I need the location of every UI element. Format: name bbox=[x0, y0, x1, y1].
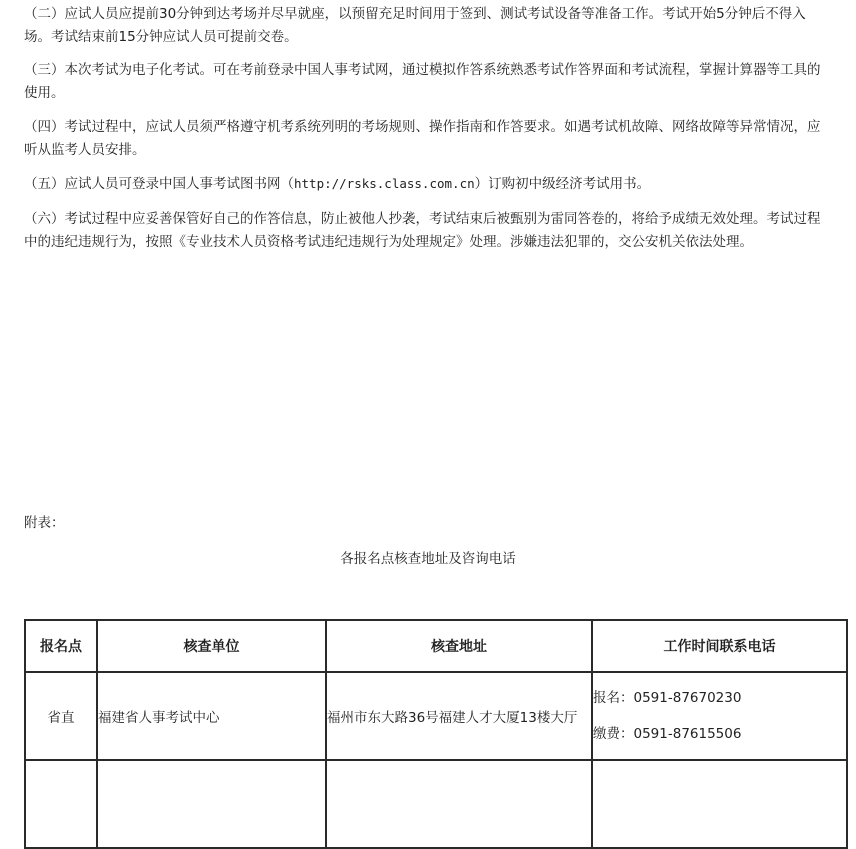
header-unit: 核查单位 bbox=[97, 620, 326, 672]
cell-next-site bbox=[25, 760, 97, 848]
cell-next-unit bbox=[97, 760, 326, 848]
header-address: 核查地址 bbox=[326, 620, 592, 672]
paragraph-arrival-rules: （二）应试人员应提前30分钟到达考场并尽早就座，以预留充足时间用于签到、测试考试设备等准备工作。考试开始5分钟后不得入场。考试结束前15分钟应试人员可提前交卷。 bbox=[24, 6, 806, 45]
table-row-next bbox=[25, 760, 847, 848]
table-header-row bbox=[25, 620, 847, 672]
cell-phone bbox=[592, 672, 847, 760]
table-row bbox=[25, 672, 847, 760]
cell-next-phone bbox=[592, 760, 847, 848]
header-site: 报名点 bbox=[25, 620, 97, 672]
cell-address: 福州市东大路36号福建人才大厦13楼大厅 bbox=[326, 672, 592, 760]
paragraph-exam-books bbox=[24, 173, 832, 196]
paragraph-answer-security: （六）考试过程中应妥善保管好自己的作答信息，防止被他人抄袭，考试结束后被甄别为雷同答卷的，将给予成绩无效处理。考试过程中的违纪违规行为，按照《专业技术人员资格考试违纪违规行为处理规定》处理。涉嫌违法犯罪的，交公安机关依法处理。 bbox=[24, 211, 821, 250]
table-title: 各报名点核查地址及咨询电话 bbox=[340, 551, 516, 567]
books-text-before: （五）应试人员可登录中国人事考试图书网（ bbox=[24, 176, 294, 192]
paragraph-exam-conduct: （四）考试过程中，应试人员须严格遵守机考系统列明的考场规则、操作指南和作答要求。如遇考试机故障、网络故障等异常情况，应听从监考人员安排。 bbox=[24, 119, 821, 158]
books-url-link[interactable]: http://rsks.class.com.cn bbox=[294, 176, 475, 191]
verification-sites-table bbox=[24, 619, 848, 849]
cell-unit: 福建省人事考试中心 bbox=[97, 672, 326, 760]
phone-register: 报名：0591-87670230 bbox=[593, 690, 742, 706]
appendix-label: 附表： bbox=[24, 515, 65, 531]
cell-next-address bbox=[326, 760, 592, 848]
phone-payment: 缴费：0591-87615506 bbox=[593, 726, 742, 742]
cell-site: 省直 bbox=[25, 672, 97, 760]
header-phone: 工作时间联系电话 bbox=[592, 620, 847, 672]
books-text-after: ）订购初中级经济考试用书。 bbox=[474, 176, 651, 192]
paragraph-electronic-exam: （三）本次考试为电子化考试。可在考前登录中国人事考试网，通过模拟作答系统熟悉考试作答界面和考试流程，掌握计算器等工具的使用。 bbox=[24, 62, 821, 101]
